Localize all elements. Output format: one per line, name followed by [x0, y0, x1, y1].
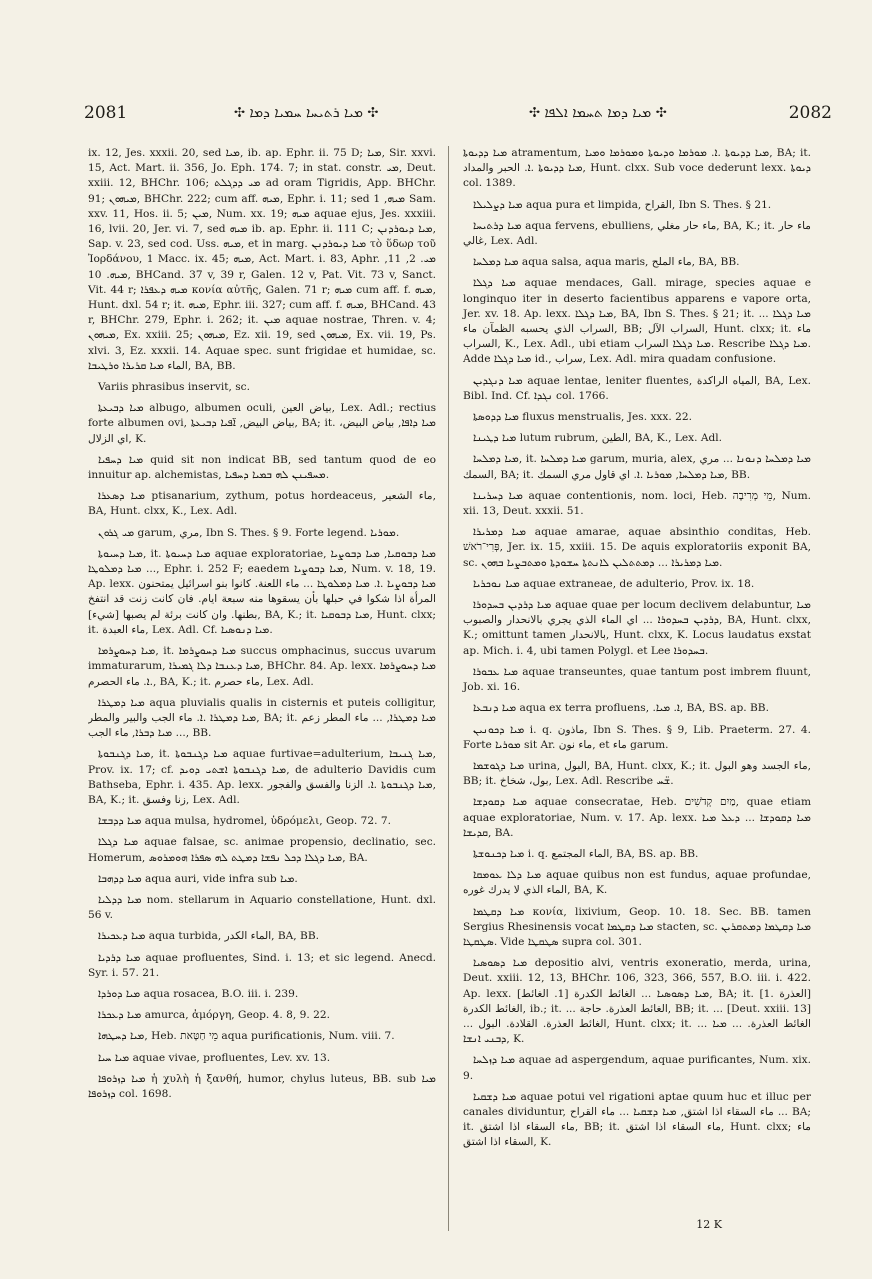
- dictionary-columns: [88, 146, 826, 1231]
- dictionary-entry: ܡܝܐ ܕܕܒܫܐ aqua mulsa, hydromel, ὑδρόμελι, Geop. 72. 7.: [98, 815, 391, 828]
- dictionary-entry: ܡܝܐ ܕܚܛܗܐ, Heb. מֵי חַטָּאת aqua purificationis, Num. viii. 7.: [98, 1030, 395, 1043]
- dictionary-entry: ܡܝܐ ܕܣܘܣܝܐ depositio alvi, ventris exoneratio, merda, urina, Deut. xxiii. 12, 13, BHChr. 106, 323, 366, 557, B.O. iii. i. 422. Ap. lexx. ܡܝܐ ܕܣܘܣܝܐ ... الغائط الكدرة [1. الغائط], BA; it. [1. العذرة] الغائط الكدرة, ib.; it. ... الغائط العذرة. حاجة, BB; it. ... [Deut. xxiii. 13] ... الغائط العذرة. القلادة. البول, Hunt. clxx; it. ... الغائط العذرة. ... ܡܝܐ ܕܒܢܝ ܐܢܫܐ, K.: [463, 957, 811, 1046]
- dictionary-entry: ܡܝܐ ܕܩܘܕܫܐ aquae consecratae, Heb. מַיִם קְדֹשִׁים, quae etiam aquae exploratoriae, Num. v. 17. Ap. lexx. ܡܝܐ ܕܩܘܕܫܐ ... ܕܥܠ ܡܝܐ ܩܕܝܫܐ, BA.: [463, 796, 811, 839]
- dictionary-entry: ܡܝܐ ܕܕܗܒܐ aqua auri, vide infra sub ܡܝܐ.: [98, 872, 298, 885]
- right-column: [449, 146, 811, 1231]
- dictionary-entry: ܡܝܐ ܕܕܠܝܐ nom. stellarum in Aquario constellatione, Hunt. dxl. 56 v.: [88, 893, 436, 922]
- dictionary-entry: Variis phrasibus inservit, sc.: [98, 381, 250, 394]
- dictionary-entry: ܡܝܐ ܕܣܥܪܐ ptisanarium, zythum, potus hordeaceus, ماء الشعير, BA, Hunt. clxx, K., Lex. Adl.: [88, 490, 436, 518]
- dictionary-entry: ܡܝܐ ܕܫܩܝܐ aquae potui vel rigationi aptae quum huc et illuc per canales dividuntur, ماء السقاء اذا اشتق, ܡܝܐ ܕܫܩܝܐ ... ماء القراح ... BA; it. ماء السقاء اذا اشتق, BB; it. ماء السقاء اذا اشتق, Hunt. clxx; ماء السقاء اذا اشتق, K.: [463, 1090, 811, 1149]
- dictionary-entry: ܡܝܐ ܕܪܕܝܐ aquae profluentes, Sind. i. 13; et sic legend. Anecd. Syr. i. 57. 21.: [88, 951, 436, 979]
- dictionary-entry: ix. 12, Jes. xxxii. 20, sed ܡܝܐ, ib. ap. Ephr. ii. 75 D; ܡܝܐ, Sir. xxvi. 15, Act. Mart. ii. 356, Jo. Eph. 174. 7; in stat. constr. ܡܝ, Deut. xxiii. 12, BHChr. 106; ܡܝ ܕܕܓܠܬ ad oram Tigridis, App. BHChr. 91; ܡܝܗܘܢ, BHChr. 222; cum aff. ܡܝܗ, Ephr. i. 11; sed ܡܝܗ, 1 Sam. xxv. 11, Hos. ii. 5; ܡܝܢ, Num. xx. 19; ܡܝܗ aquae ejus, Jes. xxxiii. 16, lvii. 20, Jer. vi. 7, sed ܡܝܗ ib. ap. Ephr. ii. 111 C; ܡܝܐ ܕܝܘܪܕܢܢ, Sap. v. 23, sed cod. Uss. ܡܝܗ, et in marg. ܡܝܐ ܕܝܘܪܕܢܢ τὸ ὕδωρ τοῦ Ἰορδάνου, 1 Macc. ix. 45; ܡܝܗ, Act. Mart. i. 83, Aphr. ܡܝ. 2, 11, ܡܝܗ. 10, BHCand. 37 v, 39 r, Galen. 12 v, Pat. Vit. 73 v, Sanct. Vit. 44 r; ܡܝܗ ܕܥܦܪܐ κονία αὐτῆς, Galen. 71 r; ܡܝܗ cum aff. f. ܡܝܗ, Hunt. dxl. 54 r; it. ܡܝܗ, Ephr. iii. 327; cum aff. f. ܡܝܗ, BHCand. 43 r, BHChr. 279, Ephr. i. 262; it. ܡܝܢ aquae nostrae, Thren. v. 4; ܡܝܗܘܢ, Ex. xxiii. 25; ܡܝܗܘܢ, Ez. xii. 19, sed ܡܝܗܘܢ, Ex. vii. 19, Ps. xlvi. 3, Ez. xxxii. 14. Aquae spec. sunt frigidae et humidae, sc. الماء ܡܝܐ ܩܪܝܪܐ ܘܪܛܝܒܐ, BA, BB.: [88, 147, 437, 372]
- dictionary-entry: ܡܝܐ ܕܡܪܝܪܐ aquae amarae, aquae absinthio conditas, Heb. פְּרִי־רֹאשׁ, Jer. ix. 15, xxiii. 15. De aquis exploratoriis exponit BA, sc. ܡܝܐ ܕܡܪܝܪܐ ... ܕܡܬܬܠܝܢ ܠܐܢܬܬܐ ܚܫܘܕܬܐ ܘܡܬܒܨܝܐ ܒܗܘܢ.: [463, 526, 811, 569]
- dictionary-entry: ܡܝܐ ܕܠܐ ܥܘܡܩܐ aquae quibus non est fundus, aquae profundae, الماء الذي لا يدرك غوره, BA, K.: [463, 869, 811, 897]
- dictionary-entry: ܡܝܐ ܕܙܠܚܐ aquae ad aspergendum, aquae purificantes, Num. xix. 9.: [463, 1054, 811, 1082]
- dictionary-entry: ܡܝܐ ܕܓܠܐ aquae mendaces, Gall. mirage, species aquae e longinquo iter in deserto facientibus apparens e vapore orta, Jer. xv. 18. Ap. lexx. ܡܝܐ ܕܓܠܐ, BA, Ibn S. Thes. § 21; it. ܡܝܐ ܕܓܠܐ ... السراب الذي يحسبه الظمآن ماء, BB; السراب الآل, Hunt. clxx; it. ماء السراب, K., Lex. Adl., ubi etiam ܡܝܐ ܕܓܠܐ السراب. Rescribe ܡܝܐ ܕܓܠܐ. Adde ܡܝܐ ܕܓܠܐ id., سراب, Lex. Adl. mira quadam confusione.: [463, 277, 811, 366]
- signature-mark: 12 K: [696, 1218, 722, 1231]
- dictionary-entry: ܡܝܐ ܕܥܟܪܐ amurca, ἀμόργη, Geop. 4. 8, 9. 22.: [98, 1009, 330, 1022]
- dictionary-entry: ܡܝܐ ܕܡܠܚܐ, it. ܡܝܐ ܕܡܠܚܐ garum, muria, alex, ܡܝܐ ܕܡܠܚܐ ܕܢܘܢܐ ... مري السمك, BA; it. ܡܝܐ ܕܡܠܚܐ, ܡܘܪܝܐ .ܐ. اي قاول مري السمك, BB.: [463, 453, 811, 481]
- dictionary-entry: ܡܝܐ ܕܓܠܐ aquae falsae, sc. animae propensio, declinatio, sec. Homerum, ܡܝܐ ܕܓܠܐ ܕܟܠ ܢܦܫܐ ܕܡܛܬ ܠܗ ܣܦܪܐ ܗܘܡܪܘܣ, BA.: [88, 836, 436, 864]
- dictionary-entry: ܡܝܐ ܕܢܓܕܝܢ aquae lentae, leniter fluentes, المياه الراكدة, BA, Lex. Bibl. Ind. Cf. ܢܓܕܐ col. 1766.: [463, 374, 811, 402]
- dictionary-entry: ܡܝܐ ܥܒܘܪܐ aquae transeuntes, quae tantum post imbrem fluunt, Job. xi. 16.: [463, 665, 811, 694]
- right-page-number: 2082: [788, 103, 832, 123]
- dictionary-entry: ܡܝܐ ܕܛܝܢܐ lutum rubrum, الطين, BA, K., Lex. Adl.: [473, 432, 723, 445]
- dictionary-entry: ܡܝܐ ܕܨܠܝܠܐ aqua pura et limpida, القراح, Ibn S. Thes. § 21.: [473, 198, 772, 211]
- dictionary-entry: ܡܝܐ ܕܕܘܣܬܐ fluxus menstrualis, Jes. xxx. 22.: [473, 411, 692, 424]
- dictionary-entry: ܡܝܐ ܕܟܢܘܫܬܐ i. q. الماء المجتمع, BA, BS. ap. BB.: [473, 847, 699, 860]
- dictionary-entry: ܡܝܐ ܕܙܪܘܦܐ ἡ χυλὴ ἡ ξανθή, humor, chylus luteus, BB. sub ܡܝܐ ܕܙܪܘܦܐ col. 1698.: [88, 1072, 436, 1100]
- dictionary-entry: ܡܝܐ ܕܒܝܥܬܐ albugo, albumen oculi, بياض العين, Lex. Adl.; rectius forte albumen ovi, بياض البيض, ܐ̈ܦܝܐ ܕܒܝܥܬܐ, BA; it. ܡܝܐ ܕܐܦܐ, بياض البيض، اي الزلال, K.: [88, 402, 437, 445]
- dictionary-entry: ܡܝܐ ܕܚܝܘܬܐ, it. ܡܝܐ ܕܚܝܘܬܐ aquae exploratoriae, ܡܝܐ ܕܒܘܩܝܐ, ܡܝܐ ܕܒܘܨܝܐ ... ܡܝܐ ܕܡܠܘܛܐ, Ephr. i. 252 F; eaedem ܡܝܐ ܕܒܘܨܝܐ, Num. v. 18, 19. Ap. lexx. ܡܝܐ ܕܒܘܨܝܐ .ܐ. ܡܝܐ ܕܡܠܘܛܐ ... ماء اللعنة. كانوا بنو اسرائيل يمتحنون المرأة اذا شكوا في حبلها بأن يسقوها منه سبعة ايام. فان كانت زنت قد انتفخ بطنها. وان كانت برئة لم يصبها [شيء], BA, K.; it. ܡܝܐ ܕܒܘܩܝܐ, Hunt. clxx; it. ماء العبدة, Lex. Adl. Cf. ܡܝܐ ܕܢܘܣܝܐ.: [88, 547, 437, 636]
- dictionary-entry: ܡܝܐ ܕܓܢܒܘܬܐ, it. ܡܝܐ ܕܓܢܒܘܬܐ aquae furtivae=adulterium, ܡܝܐ ܓܢܝܒܐ, Prov. ix. 17; cf. ܡܝܐ ܕܓܢܒܘܬܐ ܐܫܬܝ ܕܘܝܕ, de adulterio Davidis cum Bathseba, Ephr. i. 435. Ap. lexx. ܡܝܐ ܕܓܢܒܘܬܐ .ܐ. الزنا والفسق والفجور, BA, K.; it. زنا وفسق, Lex. Adl.: [88, 748, 436, 806]
- dictionary-entry: ܡܝܐ ܕܘܪܕܐ aqua rosacea, B.O. iii. i. 239.: [98, 987, 299, 1000]
- dictionary-entry: ܡܝܐ ܕܡܛܪܐ aqua pluvialis qualis in cisternis et puteis colligitur, ܡܝܐ ܕܡܛܪܐ .ܐ. ماء الجب والبير والمطر, BA; it. ܡܝܐ ܕܡܛܪܐ, ... ماء المطر زعم ... ܡܝܐ ܕܒܪܐ, ماء الجب, BB.: [88, 696, 436, 740]
- dictionary-entry: ܡܝܐ ܕܚܦܝܐ quid sit non indicat BB, sed tantum quod de eo innuitur ap. alchemistas, ܡܚܦܝܢܢ ܠܗ ܒܡܝܐ ܕܚܦܝܐ.: [88, 453, 436, 482]
- dictionary-entry: ܡܝܐ ܕܪܬܝܚܐ aqua fervens, ebulliens, ماء حار مغلي, BA, K.; it. ماء حار غالي, Lex. Adl.: [463, 219, 811, 248]
- dictionary-entry: ܡܝܐ ܕܩܛܡܐ κονία, lixivium, Geop. 10. 18. Sec. BB. tamen Sergius Rhesinensis vocat ܡܝܐ ܕܩܛܡܐ stacten, sc. ܡܝܐ ܕܩܛܡܐ ܕܡܬܩܪܝܢ ܣܛܩܛܐ. Vide ܣܛܩܛܐ supra col. 301.: [463, 905, 811, 948]
- dictionary-entry: ܡܝܐ ܕܚܪܝܢܐ aquae contentionis, nom. loci, Heb. מֵי מְרִיבָה, Num. xii. 13, Deut. xxxii. 51.: [463, 489, 811, 518]
- dictionary-entry: ܡܝܐ ܕܓܘܫܡܐ urina, البول, BA, Hunt. clxx, K.; it. ماء الجسد وهو البول, BB; it. بول، شخاخ, Lex. Adl. Rescribe ܫ̈ܚ.: [463, 759, 811, 788]
- page-header: [84, 103, 832, 133]
- dictionary-entry: ܡܝܐ ܕܪܕܝܢ ܒܚܕܘܪܐ aquae quae per locum declivem delabuntur, ܡܝܐ ܕܪܕܝܢ ܒܚܕܘܪܐ ... اي الماء الذي يجري بالانحدار والصبوب, BA, Hunt. clxx, K.; omittunt tamen بالانحدار, Hunt. clxx, K. Locus laudatus exstat ap. Mich. i. 4, ubi tamen Polygl. et Lee ܒܚܕܘܪܐ.: [463, 599, 811, 657]
- dictionary-entry: ܡܝܐ ܕܢܒܥܐ aqua ex terra profluens, .ܐ. ܡܝܐ, BA, BS. ap. BB.: [473, 702, 769, 715]
- dictionary-entry: ܡܝܐ ܢܘܟܪܝܐ aquae extraneae, de adulterio, Prov. ix. 18.: [473, 577, 755, 590]
- dictionary-entry: ܡܝܐ ܚܝܐ aquae vivae, profluentes, Lev. xv. 13.: [98, 1051, 331, 1064]
- dictionary-entry: ܡܝܐ ܕܕܝܘܬܐ atramentum, ܡܝܐ ܕܕܝܘܬܐ .ܐ. ܡܘܪܡܐ ܘܕܝܘܬܐ ܘܡܘܪܡܐ ܘܡܝܐ, BA; it. ܡܝܐ ܕܕܝܘܬܐ .ܐ. الحبر والمداد, Hunt. clxx. Sub voce dederunt lexx. ܕܝܘܬܐ col. 1389.: [463, 147, 811, 190]
- right-running-title: ✣ ܡܝܐ ܕܡܐ ܬܚܡܐ ܐܠܦܐ ✣: [529, 105, 667, 121]
- dictionary-entry: ܡܝܐ ܕܡܠܚܐ aqua salsa, aqua maris, ماء الملح, BA, BB.: [473, 256, 740, 269]
- dictionary-entry: ܡܝ ܓܪܘܢ garum, مري, Ibn S. Thes. § 9. Forte legend. ܡܘܪܝܐ.: [98, 526, 400, 539]
- left-page-number: 2081: [84, 103, 128, 123]
- dictionary-entry: ܡܝܐ ܕܥܟܝܪܐ aqua turbida, الماء الكدر, BA, BB.: [98, 930, 319, 943]
- left-column: [88, 146, 449, 1231]
- left-running-title: ✣ ܡܝܐ ܪܬܝܚܐ ܚܡܝܐ ܕܡܐ ✣: [234, 105, 379, 121]
- dictionary-entry: ܡܝܐ ܕܟܘܢܝܢ i. q. ماذون, Ibn S. Thes. § 9, Lib. Praeterm. 27. 4. Forte ܡܘܪܝܐ sit Ar. ماء نون, et ماء garum.: [463, 723, 811, 751]
- dictionary-entry: ܡܝܐ ܕܚܘܨܪܡܐ, it. ܡܝܐ ܕܚܘܨܪܡܐ succus omphacinus, succus uvarum immaturarum, ܡܝܐ ܕܥܢܒܐ ܕܠܐ ܓܡܝܪܐ, BHChr. 84. Ap. lexx. ܡܝܐ ܕܚܘܨܪܡܐ .ܐ. ماء الحصرم, BA, K.; it. ماء حصرم, Lex. Adl.: [88, 645, 436, 688]
